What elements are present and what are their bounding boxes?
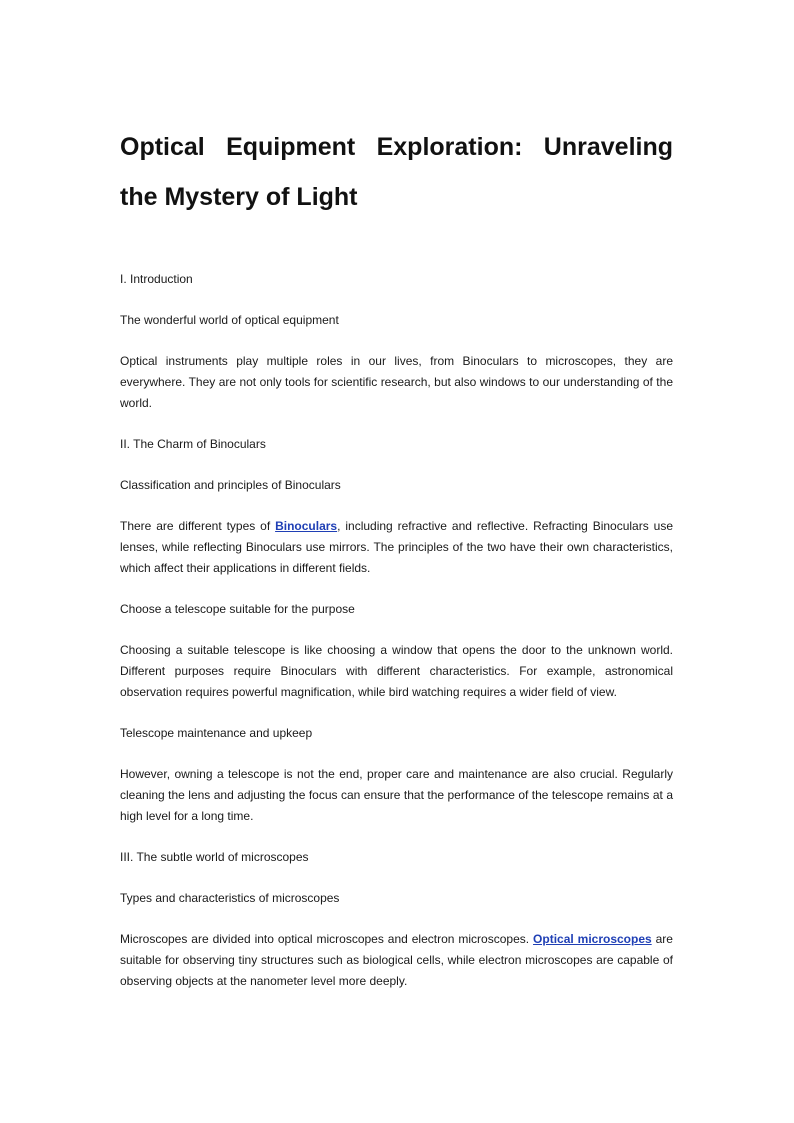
page-title-line-1: Optical Equipment Exploration: Unraveling (120, 133, 673, 161)
subheading-microscope-types: Types and characteristics of microscopes (120, 891, 340, 905)
section-heading-introduction: I. Introduction (120, 272, 193, 286)
subheading-binocular-classification: Classification and principles of Binoculars (120, 478, 341, 492)
paragraph-binocular-types-pre: There are different types of (120, 519, 276, 533)
page-title (120, 122, 673, 222)
paragraph-telescope-maintenance: However, owning a telescope is not the end, proper care and maintenance are also crucial. Regularly cleaning the lens and adjusting the focus can ensure that the performance of the telescope remains at a high level for a long time. (120, 767, 673, 823)
paragraph-microscope-types (120, 929, 673, 992)
subheading-choose-telescope: Choose a telescope suitable for the purpose (120, 602, 355, 616)
paragraph-microscope-types-post: are suitable for observing tiny structures such as biological cells, while electron microscopes are capable of observing objects at the nanometer level more deeply. (120, 932, 673, 988)
paragraph-binocular-types (120, 516, 673, 579)
page-title-line-2: the Mystery of Light (120, 183, 358, 211)
document-body (120, 269, 673, 992)
document-page (120, 122, 673, 1012)
binoculars-link[interactable]: Binoculars (275, 519, 338, 533)
paragraph-microscope-types-pre: Microscopes are divided into optical microscopes and electron microscopes. (120, 932, 534, 946)
optical-microscopes-link[interactable]: Optical microscopes (533, 932, 652, 946)
paragraph-choose-telescope: Choosing a suitable telescope is like choosing a window that opens the door to the unknown world. Different purposes require Binoculars with different characteristics. For example, astronomical observation requires powerful magnification, while bird watching requires a wider field of view. (120, 643, 673, 699)
subheading-optical-equipment: The wonderful world of optical equipment (120, 313, 339, 327)
paragraph-introduction: Optical instruments play multiple roles in our lives, from Binoculars to microscopes, they are everywhere. They are not only tools for scientific research, but also windows to our understanding of the world. (120, 354, 673, 410)
section-heading-binoculars: II. The Charm of Binoculars (120, 437, 266, 451)
section-heading-microscopes: III. The subtle world of microscopes (120, 850, 309, 864)
paragraph-binocular-types-post: , including refractive and reflective. Refracting Binoculars use lenses, while reflecting Binoculars use mirrors. The principles of the two have their own characteristics, which affect their applications in different fields. (120, 519, 673, 575)
subheading-telescope-maintenance: Telescope maintenance and upkeep (120, 726, 313, 740)
